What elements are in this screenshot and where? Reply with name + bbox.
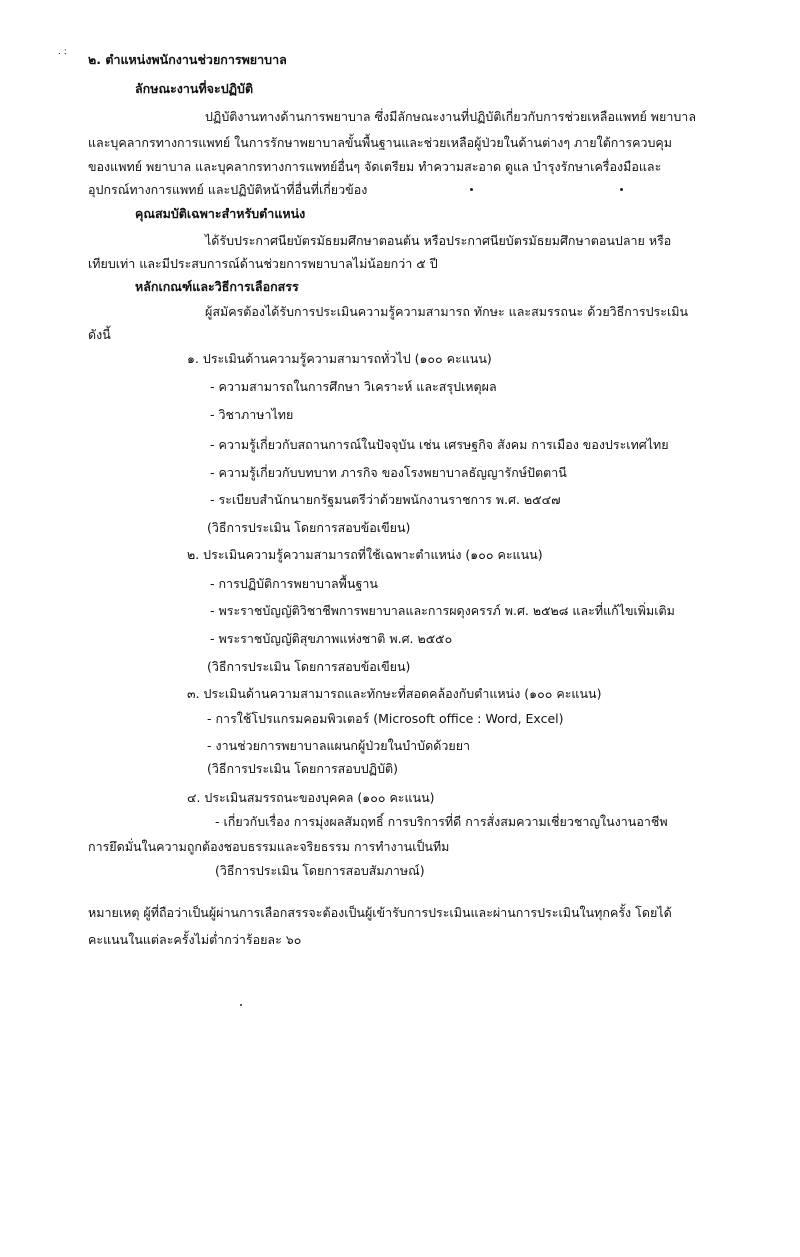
scan-speck [470,188,473,191]
assessment-item: - การใช้โปรแกรมคอมพิวเตอร์ (Microsoft office : Word, Excel) [207,711,564,726]
assessment-item: - เกี่ยวกับเรื่อง การมุ่งผลสัมฤทธิ์ การบริการที่ดี การสั่งสมความเชี่ยวชาญในงานอาชีพ [215,814,668,829]
assessment-item: - การปฏิบัติการพยาบาลพื้นฐาน [210,576,378,591]
assessment-method: (วิธีการประเมิน โดยการสอบข้อเขียน) [207,659,411,674]
assessment-method: (วิธีการประเมิน โดยการสอบข้อเขียน) [207,520,411,535]
assessment-item: - ระเบียบสำนักนายกรัฐมนตรีว่าด้วยพนักงานราชการ พ.ศ. ๒๕๔๗ [210,492,561,507]
assessment-item: การยึดมั่นในความถูกต้องชอบธรรมและจริยธรรม การทำงานเป็นทีม [88,839,450,854]
paragraph-line: ผู้สมัครต้องได้รับการประเมินความรู้ความสามารถ ทักษะ และสมรรถนะ ด้วยวิธีการประเมิน [205,304,689,319]
paragraph-line: ได้รับประกาศนียบัตรมัธยมศึกษาตอนต้น หรือประกาศนียบัตรมัธยมศึกษาตอนปลาย หรือ [205,233,672,248]
paragraph-line: ปฏิบัติงานทางด้านการพยาบาล ซึ่งมีลักษณะงานที่ปฏิบัติเกี่ยวกับการช่วยเหลือแพทย์ พยาบาล [205,109,696,124]
paragraph-line: ของแพทย์ พยาบาล และบุคลากรทางการแพทย์อื่นๆ จัดเตรียม ทำความสะอาด ดูแล บำรุงรักษาเครื่องมือและ [88,159,662,174]
assessment-item: - งานช่วยการพยาบาลแผนกผู้ป่วยในบำบัดด้วยยา [207,738,471,753]
note-line: หมายเหตุ ผู้ที่ถือว่าเป็นผู้ผ่านการเลือกสรรจะต้องเป็นผู้เข้ารับการประเมินและผ่านการประเมินในทุกครั้ง โดยได้ [88,905,672,920]
assessment-item: - วิชาภาษาไทย [210,407,294,422]
assessment-title: ๓. ประเมินด้านความสามารถและทักษะที่สอดคล้องกับตำแหน่ง (๑๐๐ คะแนน) [187,686,602,701]
qualifications-title: คุณสมบัติเฉพาะสำหรับตำแหน่ง [135,206,306,221]
note-line: คะแนนในแต่ละครั้งไม่ต่ำกว่าร้อยละ ๖๐ [88,932,302,947]
assessment-item: - ความสามารถในการศึกษา วิเคราะห์ และสรุปเหตุผล [210,379,497,394]
job-nature-title: ลักษณะงานที่จะปฏิบัติ [135,81,254,96]
assessment-item: - พระราชบัญญัติสุขภาพแห่งชาติ พ.ศ. ๒๕๕๐ [210,631,453,646]
scan-speck [620,188,623,191]
assessment-method: (วิธีการประเมิน โดยการสอบปฏิบัติ) [207,761,399,776]
paragraph-line: อุปกรณ์ทางการแพทย์ และปฏิบัติหน้าที่อื่นที่เกี่ยวข้อง [88,182,368,197]
assessment-title: ๑. ประเมินด้านความรู้ความสามารถทั่วไป (๑๐๐ คะแนน) [187,351,492,366]
criteria-title: หลักเกณฑ์และวิธีการเลือกสรร [135,279,299,294]
scan-speck [240,1004,242,1006]
assessment-item: - พระราชบัญญัติวิชาชีพการพยาบาลและการผดุงครรภ์ พ.ศ. ๒๕๒๘ และที่แก้ไขเพิ่มเติม [210,603,675,618]
assessment-item: - ความรู้เกี่ยวกับบทบาท ภารกิจ ของโรงพยาบาลธัญญารักษ์ปัตตานี [210,465,567,480]
assessment-title: ๒. ประเมินความรู้ความสามารถที่ใช้เฉพาะตำแหน่ง (๑๐๐ คะแนน) [187,547,543,562]
assessment-method: (วิธีการประเมิน โดยการสอบสัมภาษณ์) [215,863,425,878]
paragraph-line: และบุคลากรทางการแพทย์ ในการรักษาพยาบาลขั้นพื้นฐานและช่วยเหลือผู้ป่วยในด้านต่างๆ ภายใต้การควบคุม [88,135,673,150]
assessment-item: - ความรู้เกี่ยวกับสถานการณ์ในปัจจุบัน เช่น เศรษฐกิจ สังคม การเมือง ของประเทศไทย [210,437,669,452]
paragraph-line: เทียบเท่า และมีประสบการณ์ด้านช่วยการพยาบาลไม่น้อยกว่า ๕ ปี [88,256,438,271]
paragraph-line: ดังนี้ [88,327,111,342]
section-heading: ๒. ตำแหน่งพนักงานช่วยการพยาบาล [88,52,287,67]
assessment-title: ๔. ประเมินสมรรถนะของบุคคล (๑๐๐ คะแนน) [187,790,435,805]
scan-mark: . : [58,47,67,57]
